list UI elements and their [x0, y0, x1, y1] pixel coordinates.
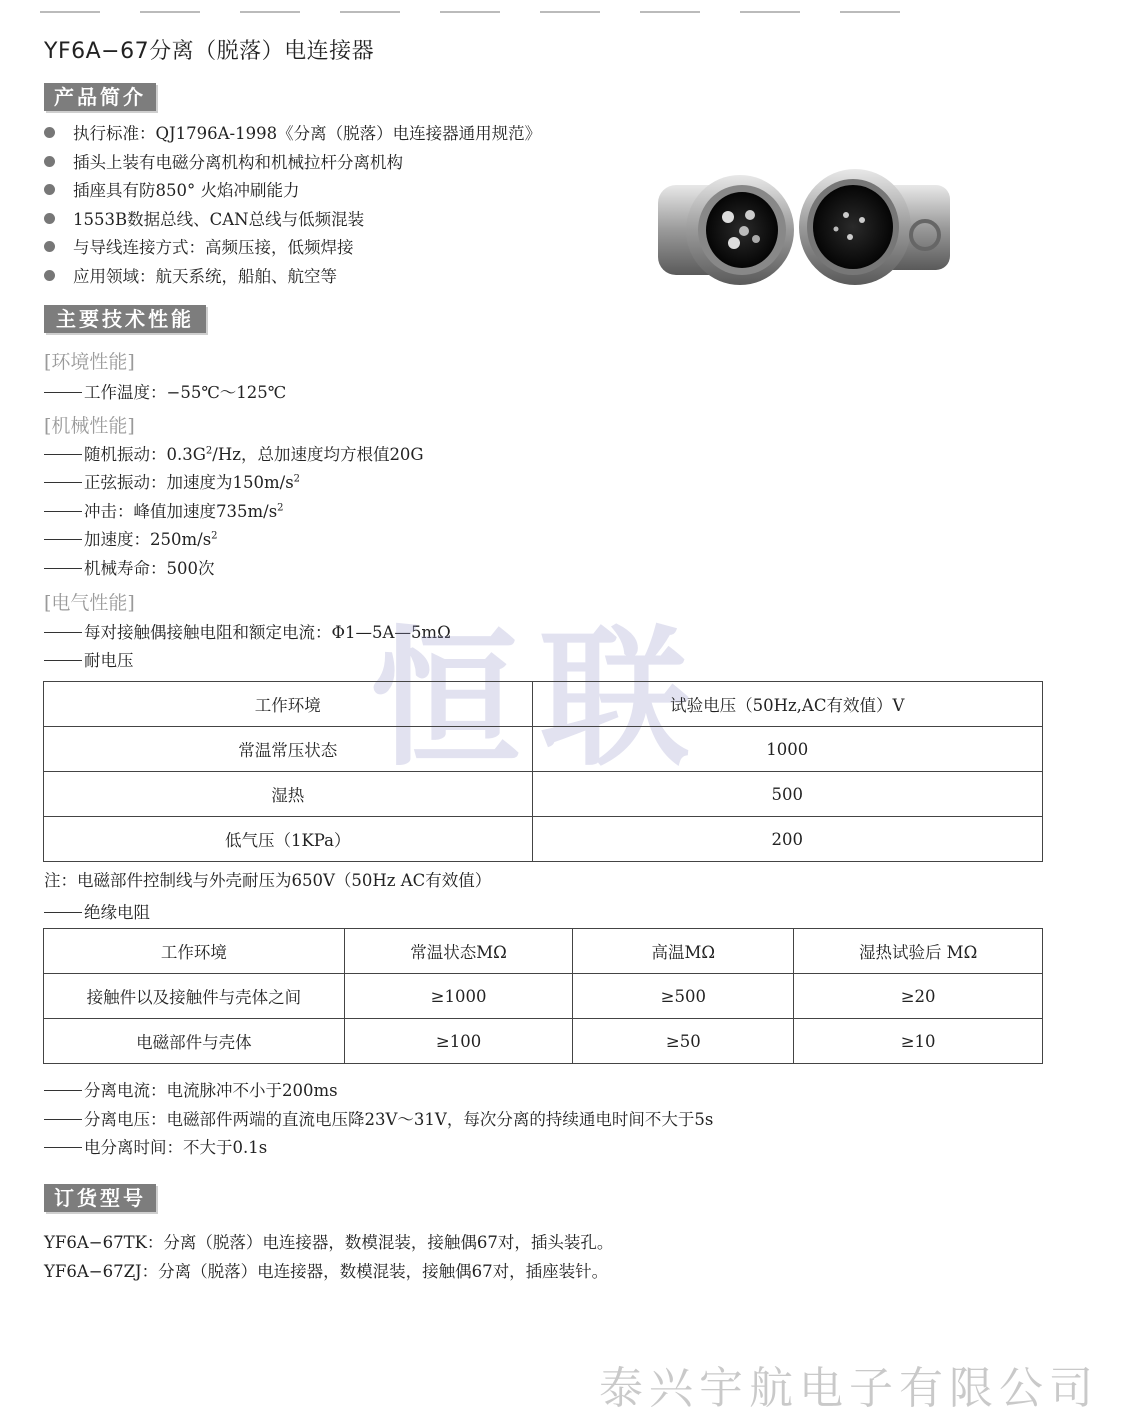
dash	[44, 454, 82, 455]
table-header-row	[44, 929, 1043, 974]
bullet-icon	[44, 213, 55, 224]
dash	[44, 660, 82, 661]
table-cell: 1000	[532, 727, 1043, 772]
mech-item: 加速度：$250m/s^2$	[44, 526, 218, 550]
table-header-row	[44, 682, 1043, 727]
top-edge-crop	[0, 0, 1121, 4]
dash	[44, 511, 82, 512]
table-row	[44, 817, 1043, 862]
mech-item: 机械寿命：500次	[44, 555, 215, 579]
intro-bullet-list	[44, 120, 541, 291]
elec-separation-voltage: 分离电压：电磁部件两端的直流电压降23V～31V，每次分离的持续通电时间不大于5s	[44, 1106, 713, 1130]
section-header-specs: 主要技术性能	[44, 305, 206, 333]
dash	[44, 1090, 82, 1091]
table-cell: 低气压（1KPa）	[44, 817, 533, 862]
voltage-table	[43, 681, 1043, 862]
table-cell: 电磁部件与壳体	[44, 1019, 345, 1064]
elec-separation-current: 分离电流：电流脉冲不小于200ms	[44, 1077, 338, 1101]
dash	[44, 482, 82, 483]
table-cell: 200	[532, 817, 1043, 862]
table-header-cell: 高温MΩ	[573, 929, 794, 974]
order-line: YF6A−67ZJ：分离（脱落）电连接器，数模混装，接触偶67对，插座装针。	[44, 1262, 609, 1281]
note-text: 注：电磁部件控制线与外壳耐压为650V（50Hz AC有效值）	[44, 871, 492, 890]
dash	[44, 1147, 82, 1148]
bullet-icon	[44, 270, 55, 281]
elec-withstand-voltage: 耐电压	[44, 647, 134, 671]
table-header-cell: 试验电压（50Hz,AC有效值）V	[532, 682, 1043, 727]
table-cell: 500	[532, 772, 1043, 817]
list-item: 执行标准：QJ1796A-1998《分离（脱落）电连接器通用规范》	[44, 120, 541, 149]
page-title: YF6A−67分离（脱落）电连接器	[44, 39, 375, 64]
mech-heading: [机械性能]	[44, 415, 135, 437]
table-cell: 接触件以及接触件与壳体之间	[44, 974, 345, 1019]
dash	[44, 632, 82, 633]
dash	[44, 1119, 82, 1120]
mech-item: 冲击：峰值加速度$735m/s^2$	[44, 498, 284, 522]
table-header-cell: 工作环境	[44, 682, 533, 727]
table-row	[44, 1019, 1043, 1064]
table-row	[44, 974, 1043, 1019]
elec-contact-resistance: 每对接触偶接触电阻和额定电流：Φ1—5A—5mΩ	[44, 619, 451, 643]
bullet-icon	[44, 127, 55, 138]
watermark: 恒联	[370, 613, 711, 787]
table-cell: 常温常压状态	[44, 727, 533, 772]
mech-item: 正弦振动：加速度为$150m/s^2$	[44, 469, 300, 493]
bullet-icon	[44, 184, 55, 195]
list-item: 1553B数据总线、CAN总线与低频混装	[44, 206, 541, 235]
list-item: 应用领域：航天系统，船舶、航空等	[44, 263, 541, 292]
dash	[44, 539, 82, 540]
section-header-order: 订货型号	[44, 1184, 156, 1212]
dash	[44, 568, 82, 569]
table-cell: ≥10	[794, 1019, 1043, 1064]
table-row	[44, 727, 1043, 772]
table-cell: ≥20	[794, 974, 1043, 1019]
order-line: YF6A−67TK：分离（脱落）电连接器，数模混装，接触偶67对，插头装孔。	[44, 1233, 614, 1252]
table-header-cell: 湿热试验后 MΩ	[794, 929, 1043, 974]
list-item: 插头上装有电磁分离机构和机械拉杆分离机构	[44, 149, 541, 178]
table-header-cell: 工作环境	[44, 929, 345, 974]
elec-insulation: 绝缘电阻	[44, 899, 150, 923]
table-cell: ≥500	[573, 974, 794, 1019]
list-item: 插座具有防850° 火焰冲刷能力	[44, 177, 541, 206]
bullet-icon	[44, 156, 55, 167]
table-cell: ≥100	[344, 1019, 573, 1064]
table-header-cell: 常温状态MΩ	[344, 929, 573, 974]
elec-separation-time: 电分离时间：不大于0.1s	[44, 1134, 267, 1158]
table-cell: ≥1000	[344, 974, 573, 1019]
elec-heading: [电气性能]	[44, 592, 135, 614]
table-cell: 湿热	[44, 772, 533, 817]
product-photo	[650, 165, 960, 299]
dash	[44, 392, 82, 393]
bullet-icon	[44, 241, 55, 252]
list-item: 与导线连接方式：高频压接，低频焊接	[44, 234, 541, 263]
insulation-table	[43, 928, 1043, 1064]
env-item: 工作温度：−55℃～125℃	[44, 379, 286, 403]
mech-item: 随机振动：$0.3G^2/Hz$，总加速度均方根值20G	[44, 441, 424, 465]
dash	[44, 912, 82, 913]
table-row	[44, 772, 1043, 817]
section-header-intro: 产品简介	[44, 83, 156, 111]
company-name: 泰兴宇航电子有限公司	[599, 1363, 1099, 1414]
table-cell: ≥50	[573, 1019, 794, 1064]
env-heading: [环境性能]	[44, 351, 135, 373]
